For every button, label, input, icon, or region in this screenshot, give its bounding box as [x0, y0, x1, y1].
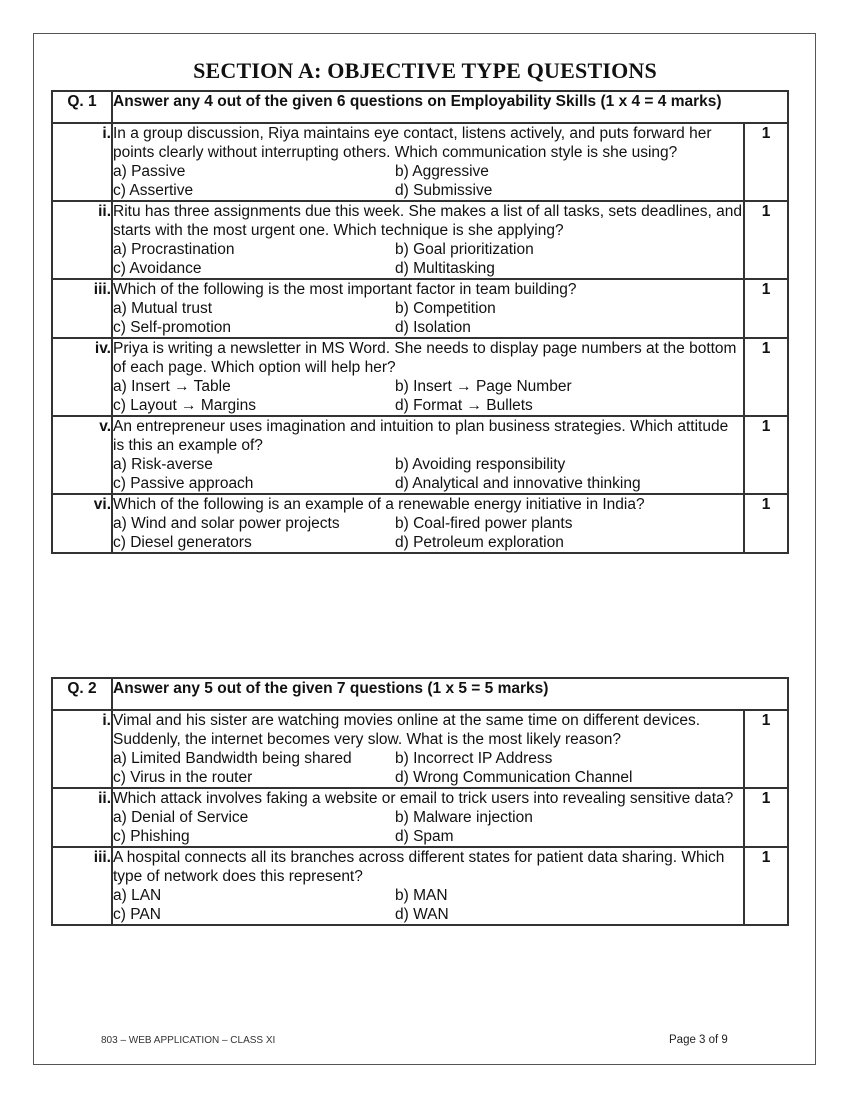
marks: 1	[744, 123, 788, 201]
option-c: c) Layout → Margins	[113, 397, 256, 414]
q1-instruction: Answer any 4 out of the given 6 questions on Employability Skills (1 x 4 = 4 marks)	[112, 91, 788, 123]
question-number: iii.	[52, 847, 112, 925]
option-c: c) Assertive	[113, 182, 194, 199]
question-cell	[112, 338, 744, 416]
question-cell	[112, 494, 744, 553]
question-row	[52, 788, 788, 847]
options-grid	[113, 240, 743, 278]
option-d: d) Multitasking	[395, 260, 495, 277]
marks: 1	[744, 338, 788, 416]
options-grid	[113, 749, 743, 787]
option-c: c) Avoidance	[113, 260, 202, 277]
option-a: a) LAN	[113, 887, 162, 904]
option-b: b) Incorrect IP Address	[395, 750, 553, 767]
option-d: d) Submissive	[395, 182, 493, 199]
question-cell	[112, 710, 744, 788]
question-cell	[112, 123, 744, 201]
question-number: v.	[52, 416, 112, 494]
question-row	[52, 279, 788, 338]
question-row	[52, 123, 788, 201]
option-a: a) Passive	[113, 163, 186, 180]
option-a: a) Insert → Table	[113, 378, 231, 395]
marks: 1	[744, 279, 788, 338]
option-c: c) PAN	[113, 906, 161, 923]
option-c: c) Passive approach	[113, 475, 254, 492]
question-text: Vimal and his sister are watching movies online at the same time on different devices. Suddenly, the internet becomes very slow. What is the most likely reason?	[113, 712, 701, 748]
option-d: d) Analytical and innovative thinking	[395, 475, 641, 492]
question-cell	[112, 201, 744, 279]
options-grid	[113, 162, 743, 200]
options-grid	[113, 455, 743, 493]
option-b: b) MAN	[395, 887, 448, 904]
q2-table	[51, 677, 789, 926]
question-cell	[112, 847, 744, 925]
option-b: b) Goal prioritization	[395, 241, 534, 258]
q2-instruction: Answer any 5 out of the given 7 questions (1 x 5 = 5 marks)	[112, 678, 788, 710]
option-b: b) Aggressive	[395, 163, 489, 180]
question-text: An entrepreneur uses imagination and intuition to plan business strategies. Which attitude is this an example of?	[113, 418, 729, 454]
q1-table	[51, 90, 789, 554]
question-cell	[112, 416, 744, 494]
q2-header-row	[52, 678, 788, 710]
footer-course-label: 803 – WEB APPLICATION – CLASS XI	[101, 1035, 276, 1046]
question-number: i.	[52, 123, 112, 201]
options-grid	[113, 514, 743, 552]
options-grid	[113, 808, 743, 846]
option-d: d) Format → Bullets	[395, 397, 533, 414]
question-number: iii.	[52, 279, 112, 338]
option-a: a) Denial of Service	[113, 809, 249, 826]
option-a: a) Risk-averse	[113, 456, 213, 473]
question-row	[52, 847, 788, 925]
question-number: ii.	[52, 201, 112, 279]
option-b: b) Malware injection	[395, 809, 533, 826]
question-row	[52, 416, 788, 494]
question-text: Which of the following is the most important factor in team building?	[113, 281, 577, 298]
option-d: d) WAN	[395, 906, 449, 923]
option-d: d) Isolation	[395, 319, 471, 336]
question-number: iv.	[52, 338, 112, 416]
marks: 1	[744, 494, 788, 553]
question-text: Ritu has three assignments due this week. She makes a list of all tasks, sets deadlines, and starts with the most urgent one. Which technique is she applying?	[113, 203, 742, 239]
marks: 1	[744, 201, 788, 279]
marks: 1	[744, 847, 788, 925]
option-b: b) Competition	[395, 300, 496, 317]
q1-label: Q. 1	[52, 91, 112, 123]
q1-header-row	[52, 91, 788, 123]
question-text: A hospital connects all its branches across different states for patient data sharing. Which type of network does this represent?	[113, 849, 725, 885]
question-row	[52, 494, 788, 553]
question-text: In a group discussion, Riya maintains eye contact, listens actively, and puts forward her points clearly without interrupting others. Which communication style is she using?	[113, 125, 712, 161]
footer-page-number: Page 3 of 9	[669, 1034, 728, 1046]
question-text: Priya is writing a newsletter in MS Word. She needs to display page numbers at the bottom of each page. Which option will help her?	[113, 340, 737, 376]
option-d: d) Spam	[395, 828, 454, 845]
option-c: c) Virus in the router	[113, 769, 253, 786]
question-number: vi.	[52, 494, 112, 553]
options-grid	[113, 886, 743, 924]
section-title: SECTION A: OBJECTIVE TYPE QUESTIONS	[193, 58, 657, 83]
marks: 1	[744, 788, 788, 847]
option-a: a) Wind and solar power projects	[113, 515, 340, 532]
question-row	[52, 338, 788, 416]
question-text: Which attack involves faking a website or email to trick users into revealing sensitive data?	[113, 790, 734, 807]
option-a: a) Mutual trust	[113, 300, 213, 317]
question-text: Which of the following is an example of a renewable energy initiative in India?	[113, 496, 645, 513]
option-b: b) Coal-fired power plants	[395, 515, 573, 532]
question-row	[52, 201, 788, 279]
option-a: a) Procrastination	[113, 241, 235, 258]
option-d: d) Wrong Communication Channel	[395, 769, 633, 786]
options-grid	[113, 377, 743, 415]
option-c: c) Diesel generators	[113, 534, 252, 551]
question-number: i.	[52, 710, 112, 788]
option-d: d) Petroleum exploration	[395, 534, 564, 551]
question-number: ii.	[52, 788, 112, 847]
marks: 1	[744, 416, 788, 494]
q2-label: Q. 2	[52, 678, 112, 710]
options-grid	[113, 299, 743, 337]
marks: 1	[744, 710, 788, 788]
question-cell	[112, 279, 744, 338]
option-c: c) Self-promotion	[113, 319, 232, 336]
question-row	[52, 710, 788, 788]
option-c: c) Phishing	[113, 828, 190, 845]
option-b: b) Avoiding responsibility	[395, 456, 566, 473]
option-b: b) Insert → Page Number	[395, 378, 572, 395]
question-cell	[112, 788, 744, 847]
option-a: a) Limited Bandwidth being shared	[113, 750, 352, 767]
